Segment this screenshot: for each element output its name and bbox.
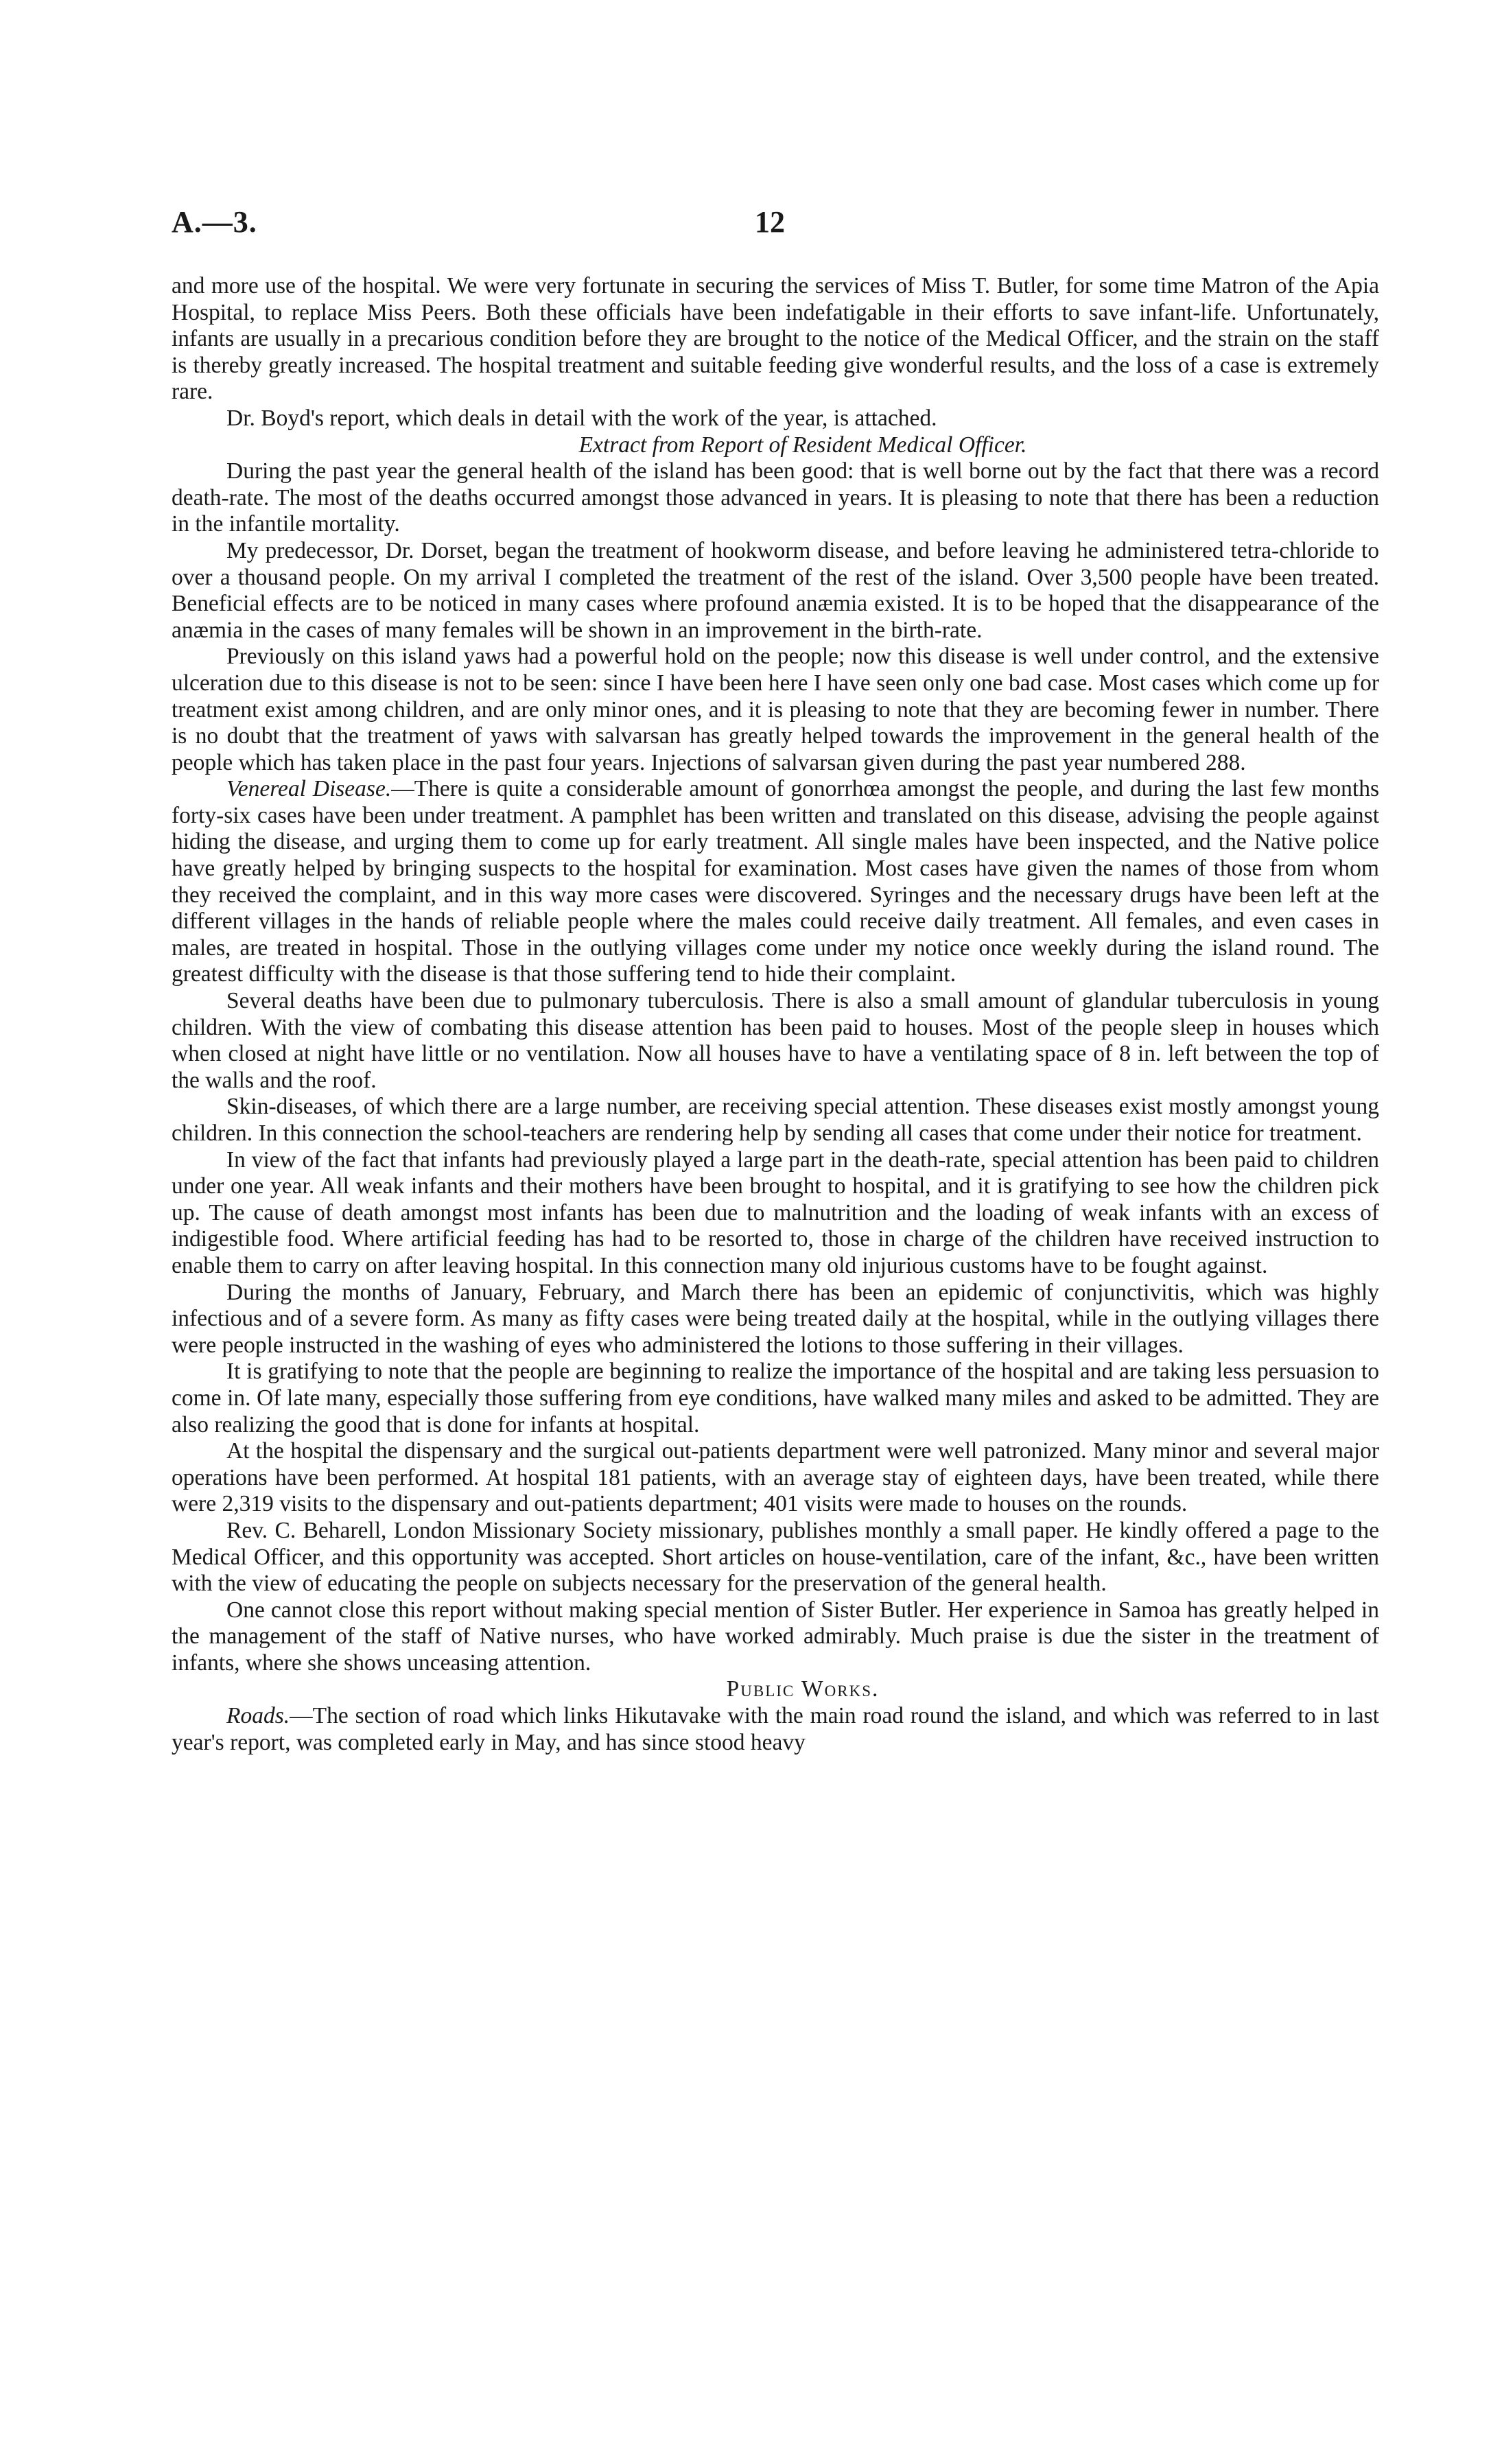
text-venereal-disease: —There is quite a considerable amount of gonorrhœa amongst the people, and during the last few months forty-six cases have been under treatment. A pamphlet has been written and translated on this disease, advising the people against hiding the disease, and urging them to come up for early treatment. All single males have been inspected, and the Native police have greatly helped by bringing suspects to the hospital for examination. Most cases have given the names of those from whom they received the complaint, and in this way more cases were discovered. Syringes and the necessary drugs have been left at the different villages in the hands of reliable people where the males could receive daily treatment. All females, and even cases in males, are treated in hospital. Those in the outlying villages come under my notice once weekly during the island round. The greatest difficulty with the disease is that those suffering tend to hide their complaint. xyxy=(172,776,1379,987)
paragraph-yaws: Previously on this island yaws had a powerful hold on the people; now this disease is well under control, and the extensive ulceration due to this disease is not to be seen: since I have been here I have seen only one bad case. Most cases which come up for treatment exist among children, and are only minor ones, and it is pleasing to note that they are becoming fewer in number. There is no doubt that the treatment of yaws with salvarsan has greatly helped towards the improvement in the general health of the people which has taken place in the past four years. Injections of salvarsan given during the past year numbered 288. xyxy=(172,644,1379,775)
section-heading-extract: Extract from Report of Resident Medical Officer. xyxy=(578,432,1027,458)
section-heading-public-works: Public Works. xyxy=(726,1676,880,1702)
paragraph-sister-butler: One cannot close this report without making special mention of Sister Butler. Her experience in Samoa has greatly helped in the management of the staff of Native nurses, who have worked admirably. Much praise is due the sister in the treatment of infants, where she shows unceasing attention. xyxy=(172,1597,1379,1676)
paragraph-general-health: During the past year the general health of the island has been good: that is well borne out by the fact that there was a record death-rate. The most of the deaths occurred amongst those advanced in years. It is pleasing to note that there has been a reduction in the infantile mortality. xyxy=(172,458,1379,537)
paragraph-skin-diseases: Skin-diseases, of which there are a large number, are receiving special attention. These diseases exist mostly amongst young children. In this connection the school-teachers are rendering help by sending all cases that come under their notice for treatment. xyxy=(172,1094,1379,1146)
text-roads: —The section of road which links Hikutavake with the main road round the island, and which was referred to in last year's report, was completed early in May, and has since stood heavy xyxy=(172,1703,1379,1755)
paragraph-boyd-report: Dr. Boyd's report, which deals in detail with the work of the year, is attached. xyxy=(226,405,937,431)
page-number: 12 xyxy=(755,205,785,239)
paragraph-infants: In view of the fact that infants had previously played a large part in the death-rate, special attention has been paid to children under one year. All weak infants and their mothers have been brought to hospital, and it is gratifying to see how the children pick up. The cause of death amongst most infants has been due to malnutrition and the loading of weak infants with an excess of indigestible food. Where artificial feeding has had to be resorted to, those in charge of the children have received instruction to enable them to carry on after leaving hospital. In this connection many old injurious customs have to be fought against. xyxy=(172,1147,1379,1278)
page-header xyxy=(172,204,1379,246)
paragraph-conjunctivitis: During the months of January, February, and March there has been an epidemic of conjunctivitis, which was highly infectious and of a severe form. As many as fifty cases were being treated daily at the hospital, while in the outlying villages there were people instructed in the washing of eyes who administered the lotions to those suffering in their villages. xyxy=(172,1279,1379,1358)
paragraph-roads xyxy=(172,1703,1379,1756)
paragraph-hospital-importance: It is gratifying to note that the people are beginning to realize the importance of the hospital and are taking less persuasion to come in. Of late many, especially those suffering from eye conditions, have walked many miles and asked to be admitted. They are also realizing the good that is done for infants at hospital. xyxy=(172,1359,1379,1438)
lead-roads: Roads. xyxy=(226,1703,290,1729)
document-reference: A.—3. xyxy=(172,205,257,239)
paragraph-beharell: Rev. C. Beharell, London Missionary Society missionary, publishes monthly a small paper. He kindly offered a page to the Medical Officer, and this opportunity was accepted. Short articles on house-ventilation, care of the infant, &c., have been written with the view of educating the people on subjects necessary for the preservation of the general health. xyxy=(172,1517,1379,1597)
paragraph-dispensary: At the hospital the dispensary and the surgical out-patients department were well patronized. Many minor and several major operations have been performed. At hospital 181 patients, with an average stay of eighteen days, have been treated, while there were 2,319 visits to the dispensary and out-patients department; 401 visits were made to houses on the rounds. xyxy=(172,1438,1379,1517)
paragraph-venereal-disease xyxy=(172,776,1379,988)
paragraph-hookworm: My predecessor, Dr. Dorset, began the treatment of hookworm disease, and before leaving he administered tetra-chloride to over a thousand people. On my arrival I completed the treatment of the rest of the island. Over 3,500 people have been treated. Beneficial effects are to be noticed in many cases where profound anæmia existed. It is to be hoped that the disappearance of the anæmia in the cases of many females will be shown in an improvement in the birth-rate. xyxy=(172,537,1379,643)
paragraph-tuberculosis: Several deaths have been due to pulmonary tuberculosis. There is also a small amount of glandular tuberculosis in young children. With the view of combating this disease attention has been paid to houses. Most of the people sleep in houses which when closed at night have little or no ventilation. Now all houses have to have a ventilating space of 8 in. left between the top of the walls and the roof. xyxy=(172,988,1379,1093)
report-body xyxy=(172,273,1379,1756)
lead-venereal-disease: Venereal Disease. xyxy=(226,776,392,802)
paragraph-continuation: and more use of the hospital. We were very fortunate in securing the services of Miss T. Butler, for some time Matron of the Apia Hospital, to replace Miss Peers. Both these officials have been indefatigable in their efforts to save infant-life. Unfortunately, infants are usually in a precarious condition before they are brought to the notice of the Medical Officer, and the strain on the staff is thereby greatly increased. The hospital treatment and suitable feeding give wonderful results, and the loss of a case is extremely rare. xyxy=(172,273,1379,405)
